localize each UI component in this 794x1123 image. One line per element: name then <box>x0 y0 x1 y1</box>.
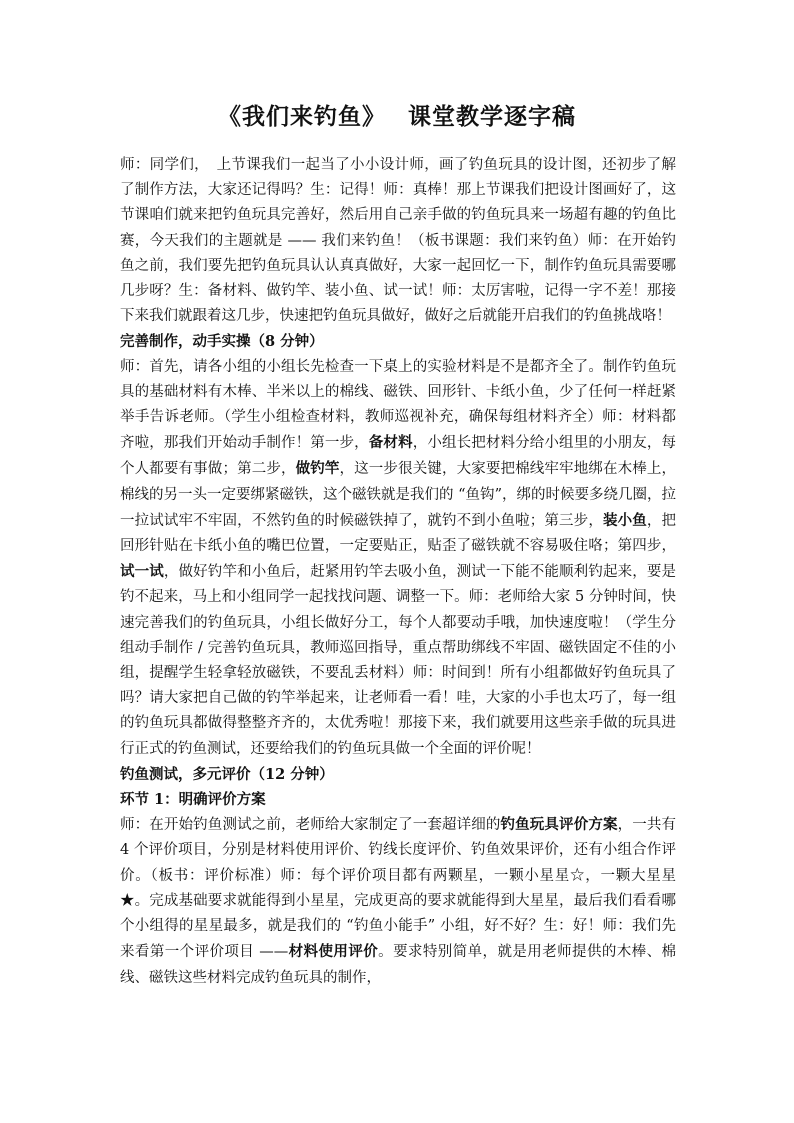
evaluation-paragraph <box>120 812 676 990</box>
document-body <box>120 153 676 991</box>
intro-paragraph: 师：同学们， 上节课我们一起当了小小设计师，画了钓鱼玩具的设计图，还初步了解了制作方法，大家还记得吗？生：记得！师：真棒！那上节课我们把设计图画好了，这节课咱们就来把钓鱼玩具完善好，然后用自己亲手做的钓鱼玩具来一场超有趣的钓鱼比赛，今天我们的主题就是 —— 我们来钓鱼！（板书课题：我们来钓鱼）师：在开始钓鱼之前，我们要先把钓鱼玩具认认真真做好，大家一起回忆一下，制作钓鱼玩具需要哪几步呀？生：备材料、做钓竿、装小鱼、试一试！师：太厉害啦，记得一字不差！那接下来我们就跟着这几步，快速把钓鱼玩具做好，做好之后就能开启我们的钓鱼挑战咯！ <box>120 157 676 325</box>
section-heading-make: 完善制作，动手实操（8 分钟） <box>120 333 324 351</box>
step-keyword: 备材料 <box>368 434 413 452</box>
step-keyword: 试一试 <box>120 563 164 581</box>
keyword: 材料使用评价 <box>288 943 379 961</box>
keyword: 钓鱼玩具评价方案 <box>500 816 618 834</box>
text-run: 。要求特别简单，就是用老师提供的木棒、棉线、磁铁这些材料完成钓鱼玩具的制作， <box>120 944 677 986</box>
subsection-heading: 环节 1：明确评价方案 <box>120 791 266 809</box>
text-run: ，小组长把材料分给小组里的小朋友，每个人都要有事做；第二步， <box>120 435 676 478</box>
title-book-name: 《我们来钓鱼》 <box>218 103 386 130</box>
page-title <box>0 100 794 134</box>
text-run: 师：首先，请各小组的小组长先检查一下桌上的实验材料是不是都齐全了。制作钓鱼玩具的基础材料有木棒、半米以上的棉线、磁铁、回形针、卡纸小鱼，少了任何一样赶紧举手告诉老师。（学生小组检查材料，教师巡视补充，确保每组材料齐全）师：材料都齐啦，那我们开始动手制作！第一步， <box>120 358 676 452</box>
section-heading-test: 钓鱼测试，多元评价（12 分钟） <box>120 765 334 783</box>
text-run: ，把回形针贴在卡纸小鱼的嘴巴位置，一定要贴正，贴歪了磁铁就不容易吸住咯；第四步， <box>120 512 677 555</box>
make-paragraph <box>120 355 676 762</box>
step-keyword: 装小鱼 <box>602 511 647 529</box>
text-run: ，一共有 4 个评价项目，分别是材料使用评价、钓线长度评价、钓鱼效果评价，还有小组合作评价。（板书：评价标准）师：每个评价项目都有两颗星，一颗小星星☆，一颗大星星★。完成基础要求就能得到小星星，完成更高的要求就能得到大星星，最后我们看看哪个小组得的星星最多，就是我们的 “钓鱼小能手” 小组，好不好？生：好！师：我们先来看第一个评价项目 —— <box>120 817 677 961</box>
text-run: 师：在开始钓鱼测试之前，老师给大家制定了一套超详细的 <box>120 817 501 834</box>
title-subtitle: 课堂教学逐字稿 <box>408 103 576 130</box>
text-run: ，做好钓竿和小鱼后，赶紧用钓竿去吸小鱼，测试一下能不能顺利钓起来，要是钓不起来，马上和小组同学一起找找问题、调整一下。师：老师给大家 5 分钟时间，快速完善我们的钓鱼玩具，小组长做好分工，每个人都要动手哦，加快速度啦！（学生分组动手制作 / 完善钓鱼玩具，教师巡回指导，重点帮助绑线不牢固、磁铁固定不佳的小组，提醒学生轻拿轻放磁铁，不要乱丢材料）师：时间到！所有小组都做好钓鱼玩具了吗？请大家把自己做的钓竿举起来，让老师看一看！哇，大家的小手也太巧了，每一组的钓鱼玩具都做得整整齐齐的，太优秀啦！那接下来，我们就要用这些亲手做的玩具进行正式的钓鱼测试，还要给我们的钓鱼玩具做一个全面的评价呢！ <box>120 564 676 757</box>
step-keyword: 做钓竿 <box>295 460 340 478</box>
text-run: ，这一步很关键，大家要把棉线牢牢地绑在木棒上，棉线的另一头一定要绑紧磁铁，这个磁铁就是我们的 “鱼钩”，绑的时候要多绕几圈，拉一拉试试牢不牢固，不然钓鱼的时候磁铁掉了，就钓不到小鱼啦；第三步， <box>120 461 677 529</box>
